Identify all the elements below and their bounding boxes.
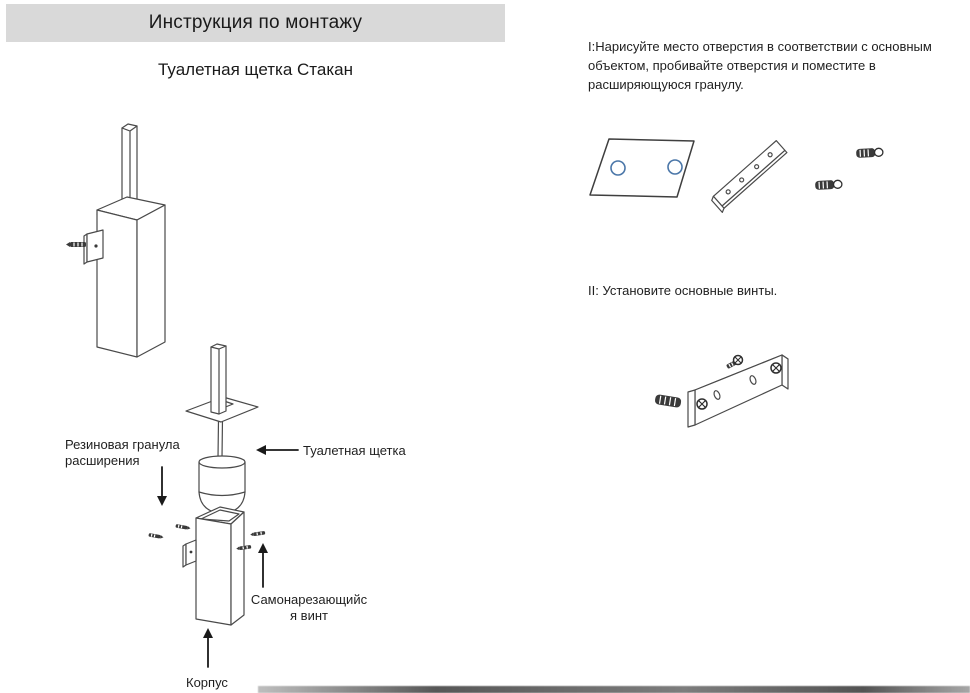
- label-rubber-granule: Резиновая гранула расширения: [65, 437, 180, 468]
- self-tapping-screw-icon: [250, 531, 265, 537]
- self-tapping-screw-icon: [175, 524, 190, 530]
- phillips-screw-icon: [697, 399, 707, 409]
- label-self-tapping-screw: Самонарезающийс я винт: [250, 592, 368, 623]
- mounting-bracket-icon: [710, 141, 788, 213]
- exploded-view-illustration: [148, 344, 265, 625]
- phillips-screw-icon: [771, 363, 781, 373]
- wall-screw-icon: [66, 242, 86, 247]
- step1-illustration: [580, 118, 970, 233]
- corpus-body-icon: [196, 507, 244, 625]
- bracket-hole: [94, 244, 97, 247]
- korpus-arrow-icon: [203, 628, 213, 667]
- phillips-screw-icon: [726, 356, 743, 369]
- assembled-holder-illustration: [66, 124, 165, 357]
- expansion-anchor-icon: [856, 148, 883, 158]
- drill-hole: [611, 161, 625, 175]
- brush-stem: [218, 418, 223, 458]
- header-bar: [6, 4, 505, 42]
- self-tapping-screw-icon: [148, 533, 163, 539]
- brush-head-icon: [199, 456, 245, 513]
- step2-illustration: [645, 340, 805, 450]
- drill-hole: [668, 160, 682, 174]
- step1-instruction: I:Нарисуйте место отверстия в соответствии с основным объектом, пробивайте отверстия и поместите в расширяющуюся гранулу.: [588, 39, 932, 92]
- brush-arrow-icon: [256, 445, 298, 455]
- expansion-anchor-icon: [654, 394, 681, 408]
- screw-arrow-icon: [258, 543, 268, 587]
- scan-artifact-bar: [258, 686, 970, 693]
- label-korpus: Корпус: [186, 675, 228, 690]
- product-title: Туалетная щетка Стакан: [157, 60, 353, 79]
- label-toilet-brush: Туалетная щетка: [303, 443, 406, 458]
- holder-body-side: [137, 205, 165, 357]
- step2-instruction: II: Установите основные винты.: [588, 283, 778, 298]
- expansion-anchor-icon: [815, 180, 842, 190]
- page-title: Инструкция по монтажу: [148, 12, 363, 33]
- granule-arrow-icon: [157, 467, 167, 506]
